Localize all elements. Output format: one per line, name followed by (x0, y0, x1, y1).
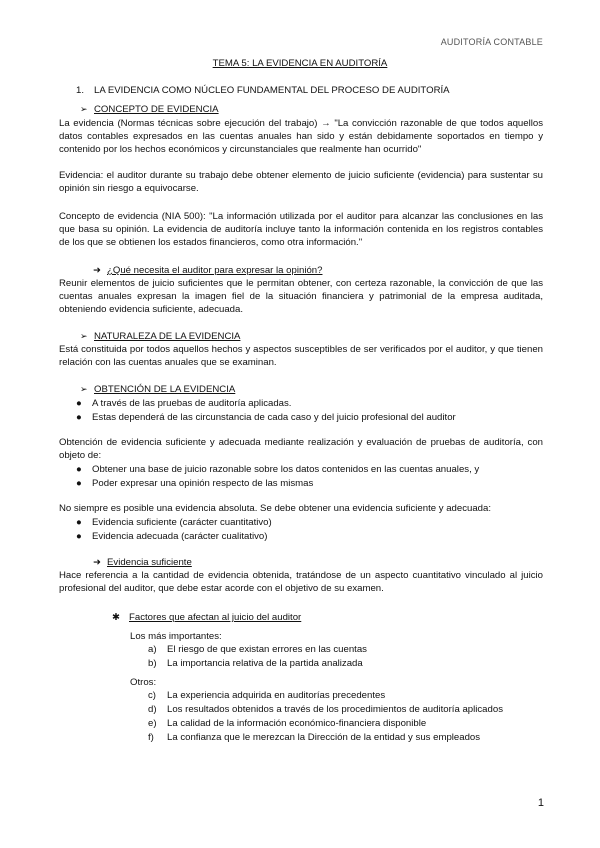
list-item: ● Poder expresar una opinión respecto de las mismas (76, 478, 314, 489)
paragraph: Obtención de evidencia suficiente y adecuada mediante realización y evaluación de pruebas de auditoría, con objeto de: (59, 437, 543, 461)
factores-label: Factores que afectan al juicio del auditor (129, 612, 302, 623)
list-item: f) La confianza que le merezcan la Dirección de la entidad y sus empleados (148, 732, 481, 743)
arrow-right-icon: ➜ (93, 265, 102, 276)
paragraph: La evidencia (Normas técnicas sobre ejecución del trabajo) → "La convicción razonable de que todos aquellos datos contables expresados en las cuentas anuales han sido y están debidamente soportados en tiempo y contenido por los hechos económicos y circunstanciales que realmente han ocurrido" (59, 118, 543, 155)
paragraph: Reunir elementos de juicio suficientes que le permitan obtener, con certeza razonable, la convicción de que las cuentas anuales expresan la imagen fiel de la situación financiera y patrimonial de la empresa auditada, obteniendo evidencia suficiente, adecuada. (59, 278, 543, 315)
importantes-list (148, 643, 367, 671)
arrowhead-icon: ➢ (80, 104, 88, 114)
section-label: CONCEPTO DE EVIDENCIA (94, 104, 219, 115)
page-number: 1 (537, 797, 544, 809)
asterisk-icon: ✱ (112, 612, 121, 623)
factores-heading (112, 611, 301, 624)
list-item: d) Los resultados obtenidos a través de los procedimientos de auditoría aplicados (148, 704, 503, 715)
list-item: ● Evidencia adecuada (carácter cualitativo) (76, 531, 268, 542)
paragraph: Hace referencia a la cantidad de evidencia obtenida, tratándose de un aspecto cuantitativo vinculado al juicio profesional del auditor, que debe estar acorde con el objetivo de su examen. (59, 570, 543, 594)
bullet-list (59, 516, 272, 544)
bullet-icon: ● (76, 464, 82, 475)
list-item: ● Obtener una base de juicio razonable sobre los datos contenidos en las cuentas anuales, y (76, 464, 480, 475)
bullet-list (59, 397, 456, 425)
list-item: ● Evidencia suficiente (carácter cuantitativo) (76, 517, 272, 528)
arrowhead-icon: ➢ (80, 384, 88, 394)
list-item: ● Estas dependerá de las circunstancia de cada caso y del juicio profesional del auditor (76, 412, 456, 423)
list-item: b) La importancia relativa de la partida analizada (148, 658, 363, 669)
arrow-right-icon: ➜ (93, 557, 102, 568)
running-header: AUDITORÍA CONTABLE (440, 37, 543, 47)
list-item: ● A través de las pruebas de auditoría aplicadas. (76, 398, 292, 409)
otros-label: Otros: (130, 677, 157, 688)
bullet-icon: ● (76, 517, 82, 528)
importantes-label: Los más importantes: (130, 631, 222, 642)
question-heading (93, 264, 322, 277)
bullet-list (59, 463, 479, 491)
heading-text: LA EVIDENCIA COMO NÚCLEO FUNDAMENTAL DEL PROCESO DE AUDITORÍA (94, 85, 450, 96)
list-item: a) El riesgo de que existan errores en las cuentas (148, 644, 367, 655)
heading-number: 1. (76, 85, 85, 96)
list-item: e) La calidad de la información económico-financiera disponible (148, 718, 427, 729)
section-obtencion (80, 383, 235, 396)
bullet-icon: ● (76, 398, 82, 409)
section-label: NATURALEZA DE LA EVIDENCIA (94, 331, 241, 342)
heading-1 (76, 84, 450, 97)
section-concepto (80, 103, 219, 116)
list-item: c) La experiencia adquirida en auditorías precedentes (148, 690, 386, 701)
paragraph: Evidencia: el auditor durante su trabajo debe obtener elemento de juicio suficiente (evidencia) para sustentar su opinión sin riesgo a equivocarse. (59, 170, 543, 194)
bullet-icon: ● (76, 412, 82, 423)
subsection-suficiente (93, 556, 192, 569)
bullet-icon: ● (76, 478, 82, 489)
otros-list (148, 689, 503, 745)
arrowhead-icon: ➢ (80, 331, 88, 341)
section-label: OBTENCIÓN DE LA EVIDENCIA (94, 384, 236, 395)
paragraph: Está constituida por todos aquellos hechos y aspectos susceptibles de ser verificados por el auditor, y que tienen relación con las cuentas anuales que se examinan. (59, 344, 543, 368)
subsection-label: Evidencia suficiente (107, 557, 192, 568)
paragraph: Concepto de evidencia (NIA 500): "La información utilizada por el auditor para alcanzar las conclusiones en las que basa su opinión. La evidencia de auditoría incluye tanto la información contenida en los registros contables de los que se obtienen los estados financieros, como otra información." (59, 211, 543, 248)
paragraph: No siempre es posible una evidencia absoluta. Se debe obtener una evidencia suficiente y adecuada: (59, 503, 492, 514)
section-naturaleza (80, 330, 240, 343)
bullet-icon: ● (76, 531, 82, 542)
question-label: ¿Qué necesita el auditor para expresar la opinión? (107, 265, 323, 276)
page-title: TEMA 5: LA EVIDENCIA EN AUDITORÍA (212, 58, 388, 69)
